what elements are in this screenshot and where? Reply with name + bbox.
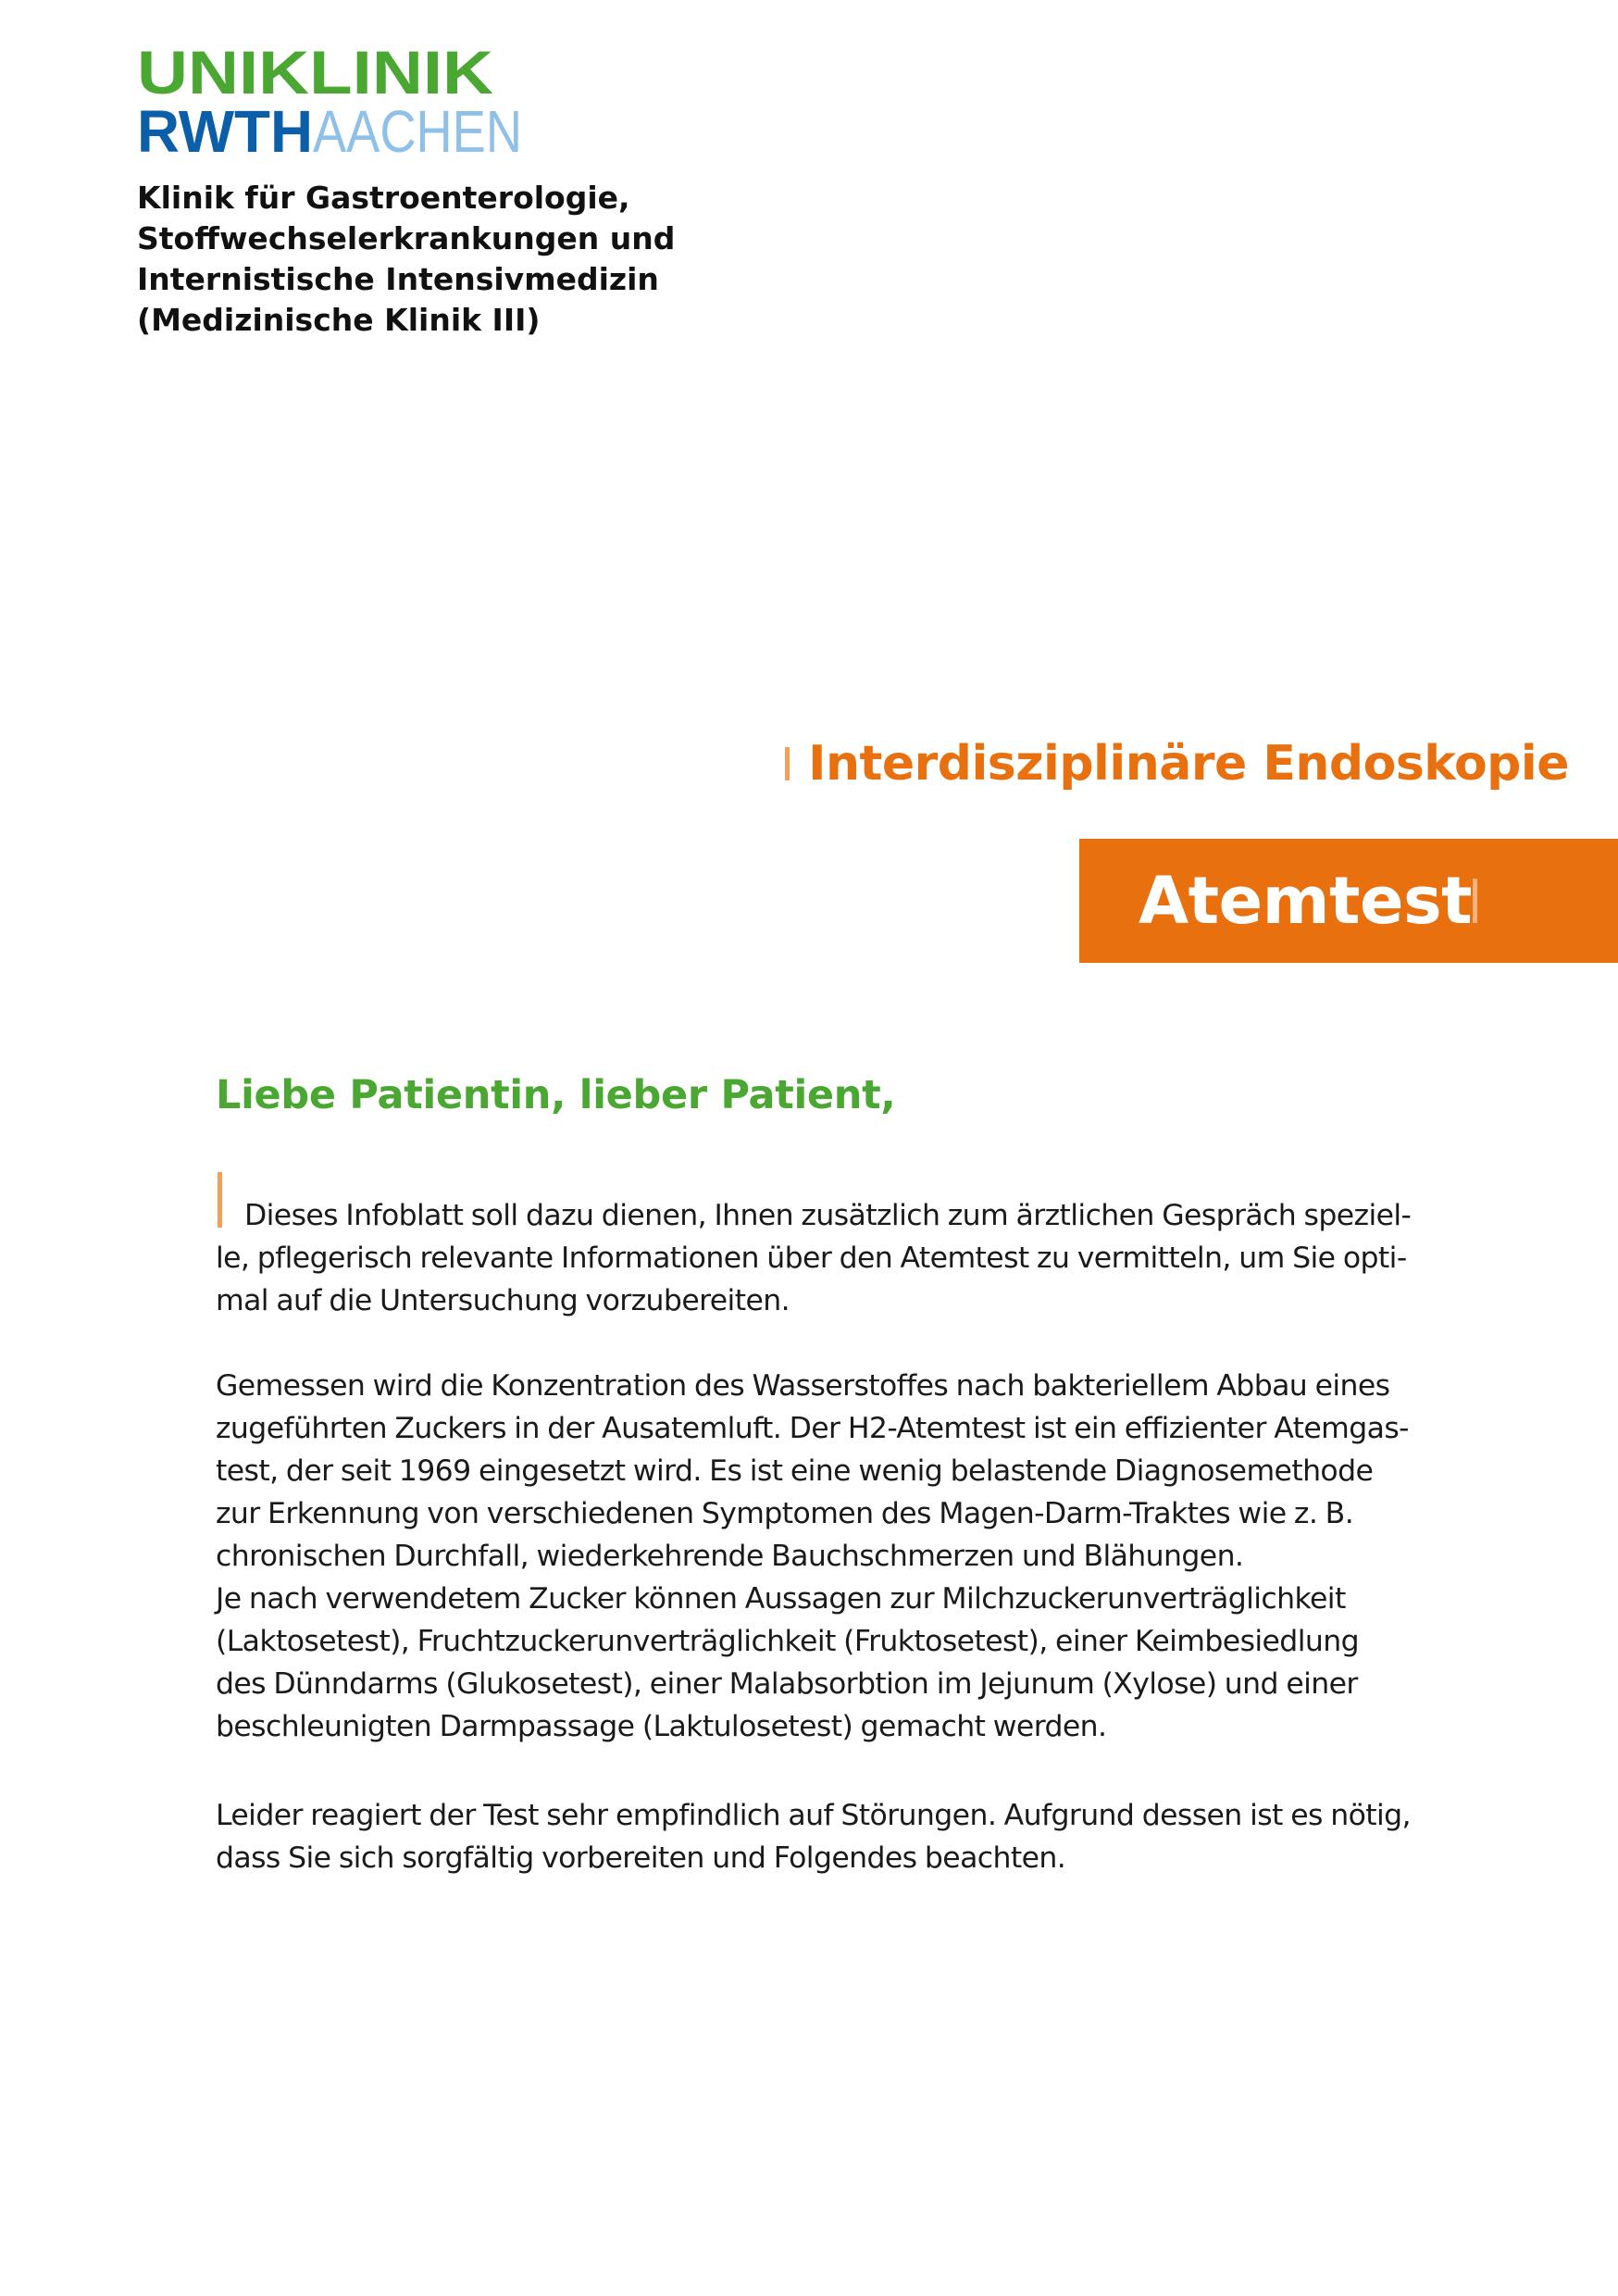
section-bar-accent: [785, 747, 790, 780]
paragraph-line: le, pflegerisch relevante Informationen über den Atemtest zu vermitteln, um Sie opti-: [216, 1242, 1407, 1275]
paragraph-line: mal auf die Untersuchung vorzubereiten.: [216, 1284, 790, 1317]
paragraph-line: zugeführten Zuckers in der Ausatemluft. Der H2-Atemtest ist ein effizienter Atemgas-: [216, 1412, 1409, 1445]
title-bar-accent: [1473, 879, 1477, 923]
paragraph-line: zur Erkennung von verschiedenen Symptomen des Magen-Darm-Traktes wie z. B.: [216, 1497, 1354, 1530]
section-heading: [785, 731, 1569, 796]
paragraph-line: chronischen Durchfall, wiederkehrende Bauchschmerzen und Blähungen.: [216, 1540, 1244, 1573]
uniklinik-rwth-aachen-logo: [137, 38, 526, 165]
paragraph-line: Je nach verwendetem Zucker können Aussagen zur Milchzuckerunverträglichkeit: [216, 1582, 1346, 1616]
paragraph-line: Dieses Infoblatt soll dazu dienen, Ihnen zusätzlich zum ärztlichen Gespräch speziel-: [244, 1199, 1412, 1232]
paragraph-description: [216, 1365, 1512, 1748]
clinic-name-line: Stoffwechselerkrankungen und: [137, 220, 676, 256]
logo-aachen: AACHEN: [313, 98, 522, 165]
paragraph-line: beschleunigten Darmpassage (Laktulosetest) gemacht werden.: [216, 1710, 1107, 1743]
salutation: Liebe Patientin, lieber Patient,: [216, 1072, 896, 1118]
paragraph-line: test, der seit 1969 eingesetzt wird. Es ist eine wenig belastende Diagnosemethode: [216, 1454, 1374, 1488]
paragraph-line: dass Sie sich sorgfältig vorbereiten und Folgendes beachten.: [216, 1841, 1066, 1875]
logo-rwth: RWTH: [137, 98, 313, 165]
page-title: Atemtest: [1139, 863, 1473, 939]
section-heading-text: Interdisziplinäre Endoskopie: [808, 736, 1569, 792]
logo-uniklinik: UNIKLINIK: [137, 38, 494, 106]
clinic-name-line: Klinik für Gastroenterologie,: [137, 180, 630, 216]
clinic-name: [137, 178, 785, 341]
paragraph-preparation-note: [216, 1794, 1512, 1879]
paragraph-intro: [216, 1194, 1512, 1322]
clinic-name-line: (Medizinische Klinik III): [137, 302, 541, 338]
paragraph-line: (Laktosetest), Fruchtzuckerunverträglichkeit (Fruktosetest), einer Keimbesiedlung: [216, 1625, 1359, 1658]
paragraph-line: Gemessen wird die Konzentration des Wasserstoffes nach bakteriellem Abbau eines: [216, 1369, 1390, 1403]
title-box: [1079, 839, 1618, 963]
clinic-name-line: Internistische Intensivmedizin: [137, 261, 659, 297]
paragraph-line: des Dünndarms (Glukosetest), einer Malabsorbtion im Jejunum (Xylose) und einer: [216, 1667, 1358, 1701]
paragraph-line: Leider reagiert der Test sehr empfindlich auf Störungen. Aufgrund dessen ist es nötig,: [216, 1799, 1411, 1832]
